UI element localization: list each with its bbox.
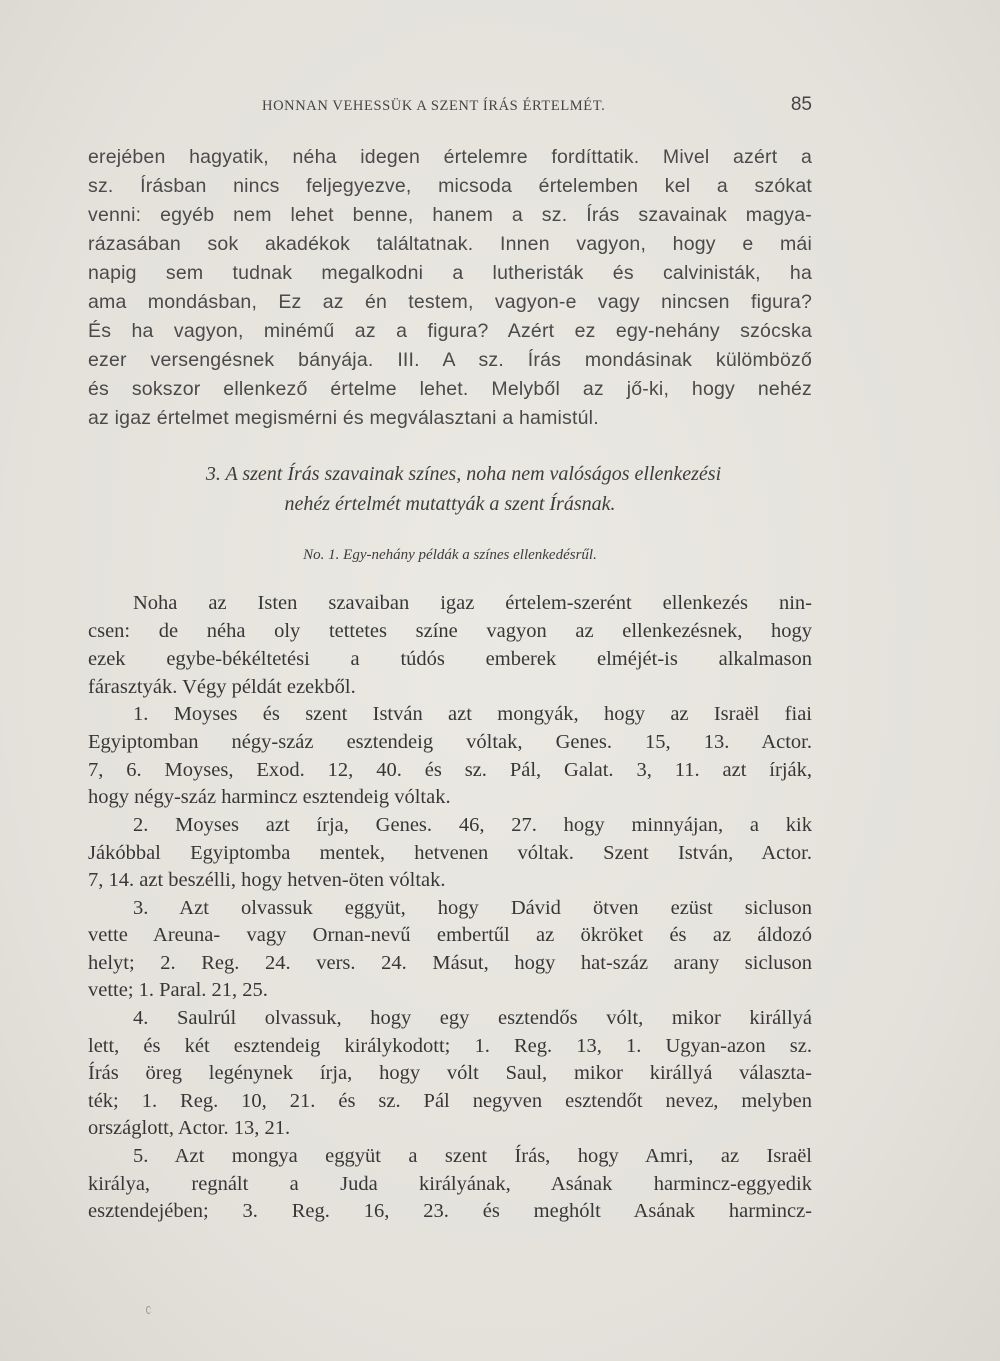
paper-speck bbox=[146, 1306, 151, 1314]
page-number: 85 bbox=[790, 94, 812, 115]
text-line: hogy négy-száz harmincz esztendeig vóltak. bbox=[88, 786, 451, 808]
text-line: vette Areuna- vagy Ornan-nevű embertűl az ökröket és az áldozó bbox=[88, 924, 812, 946]
text-line: Jákóbbal Egyiptomba mentek, hetvenen vóltak. Szent István, Actor. bbox=[88, 842, 812, 864]
text-line: lett, és két esztendeig királykodott; 1. Reg. 13, 1. Ugyan-azon sz. bbox=[88, 1035, 812, 1057]
text-line: fárasztyák. Végy példát ezekből. bbox=[88, 676, 356, 698]
text-line: csen: de néha oly tettetes színe vagyon az ellenkezésnek, hogy bbox=[88, 620, 812, 642]
text-line: 1. Moyses és szent István azt mongyák, hogy az Israël fiai bbox=[133, 703, 812, 725]
text-line: vette; 1. Paral. 21, 25. bbox=[88, 979, 268, 1001]
text-line: Írás öreg legénynek írja, hogy vólt Saul, mikor királlyá választa- bbox=[88, 1062, 812, 1084]
text-line: királya, regnált a Juda királyának, Asának harmincz-eggyedik bbox=[88, 1173, 812, 1195]
text-line: napig sem tudnak megalkodni a lutheristák és calvinisták, ha bbox=[88, 262, 812, 284]
text-line: venni: egyéb nem lehet benne, hanem a sz. Írás szavainak magya- bbox=[88, 204, 812, 226]
text-line: ezek egybe-békéltetési a túdós emberek elméjét-is alkalmason bbox=[88, 648, 812, 670]
text-line: 4. Saulrúl olvassuk, hogy egy esztendős vólt, mikor királlyá bbox=[133, 1007, 812, 1029]
text-line: És ha vagyon, minémű az a figura? Azért ez egy-nehány szócska bbox=[88, 320, 812, 342]
running-header bbox=[88, 94, 812, 124]
text-line: ezer versengésnek bányája. III. A sz. Írás mondásinak külömböző bbox=[88, 349, 812, 371]
text-line: 5. Azt mongya eggyüt a szent Írás, hogy Amri, az Israël bbox=[133, 1145, 812, 1167]
text-line: ték; 1. Reg. 10, 21. és sz. Pál negyven esztendőt nevez, melyben bbox=[88, 1090, 812, 1112]
text-line: helyt; 2. Reg. 24. vers. 24. Másut, hogy hat-száz arany sicluson bbox=[88, 952, 812, 974]
text-line: és sokszor ellenkező értelme lehet. Melyből az jő-ki, hogy nehéz bbox=[88, 378, 812, 400]
section-heading-line1: 3. A szent Írás szavainak színes, noha nem valóságos ellenkezési bbox=[205, 463, 722, 485]
text-line: rázasában sok akadékok találtatnak. Innen vagyon, hogy e mái bbox=[88, 233, 812, 255]
text-line: országlott, Actor. 13, 21. bbox=[88, 1117, 291, 1139]
text-line: 7, 14. azt beszélli, hogy hetven-öten vóltak. bbox=[88, 869, 446, 891]
section-heading-line2: nehéz értelmét mutattyák a szent Írásnak. bbox=[284, 493, 616, 515]
running-title: HONNAN VEHESSÜK A SZENT ÍRÁS ÉRTELMÉT. bbox=[262, 98, 606, 114]
text-line: sz. Írásban nincs feljegyezve, micsoda értelemben kel a szókat bbox=[88, 175, 812, 197]
text-line: az igaz értelmet megismérni és megválasztani a hamistúl. bbox=[88, 407, 599, 429]
text-line: ama mondásban, Ez az én testem, vagyon-e vagy nincsen figura? bbox=[88, 291, 812, 313]
text-line: Noha az Isten szavaiban igaz értelem-szerént ellenkezés nin- bbox=[133, 592, 812, 614]
text-line: erejében hagyatik, néha idegen értelemre fordíttatik. Mivel azért a bbox=[88, 146, 812, 168]
text-line: 3. Azt olvassuk eggyüt, hogy Dávid ötven ezüst sicluson bbox=[133, 897, 812, 919]
text-line: esztendejében; 3. Reg. 16, 23. és meghólt Asának harmincz- bbox=[88, 1200, 812, 1222]
text-line: Egyiptomban négy-száz esztendeig vóltak, Genes. 15, 13. Actor. bbox=[88, 731, 812, 753]
text-line: 2. Moyses azt írja, Genes. 46, 27. hogy minnyájan, a kik bbox=[133, 814, 812, 836]
subsection-heading: No. 1. Egy-nehány példák a színes ellenkedésrűl. bbox=[303, 547, 597, 563]
text-line: 7, 6. Moyses, Exod. 12, 40. és sz. Pál, Galat. 3, 11. azt írják, bbox=[88, 759, 812, 781]
